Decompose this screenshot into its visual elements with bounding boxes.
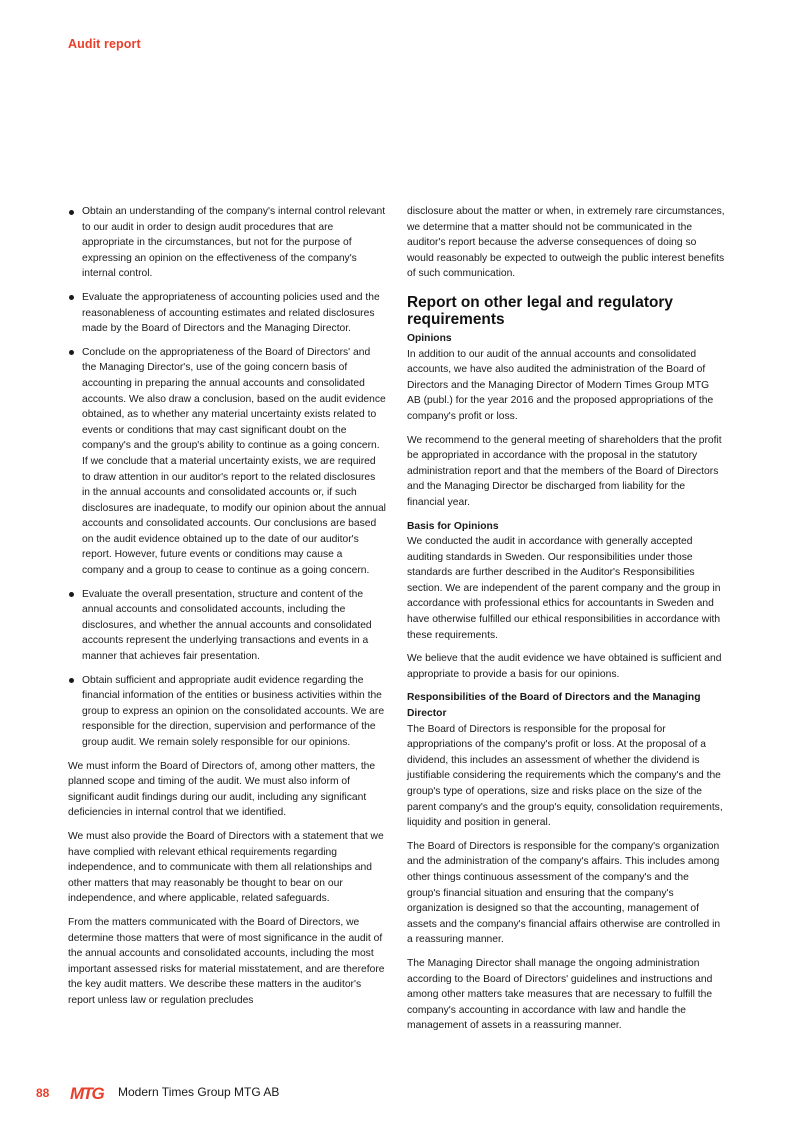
paragraph: From the matters communicated with the Board of Directors, we determine those matters that were of most significance in the audit of the annual accounts and consolidated accounts, including the most important assessed risks for material misstatement, and are therefore the key audit matters. We describe these matters in the auditor's report unless law or regulation precludes — [68, 916, 385, 1006]
section-label: Audit report — [68, 37, 141, 51]
page-number: 88 — [36, 1086, 50, 1100]
list-item: Obtain an understanding of the company's internal control relevant to our audit in order to design audit procedures that are appropriate in the circumstances, but not for the purpose of expressing an opinion on the effectiveness of the company's internal control. — [68, 204, 386, 282]
paragraph: The Managing Director shall manage the ongoing administration according to the Board of Directors' guidelines and instructions and among other matters take measures that are necessary to fulfill the company's accounting in accordance with law and handle the management of assets in a reassuring manner. — [407, 957, 713, 1032]
paragraph: We believe that the audit evidence we have obtained is sufficient and appropriate to provide a basis for our opinions. — [407, 653, 722, 680]
mtg-logo-text: MTG — [70, 1084, 104, 1102]
paragraph: We conducted the audit in accordance with generally accepted auditing standards in Sweden. Our responsibilities under those standards are further described in the Auditor's Responsibilities section. We are independent of the parent company and the group in accordance with professional ethics for accountants in Sweden and have otherwise fulfilled our ethical responsibilities in accordance with these requirements. — [407, 536, 721, 641]
responsibilities-subheading: Responsibilities of the Board of Directors and the Managing Director — [407, 692, 701, 720]
opinions-subheading: Opinions — [407, 332, 452, 344]
paragraph: The Board of Directors is responsible for the company's organization and the administration of the company's affairs. This includes among other things continuous assessment of the company's and the group's financial situation and ensuring that the company's organization is designed so that the accounting, management of assets and the company's financial affairs otherwise are controlled in a reassuring manner. — [407, 840, 721, 946]
right-column — [407, 204, 725, 1042]
paragraph: We recommend to the general meeting of shareholders that the profit be appropriated in accordance with the proposal in the statutory administration report and that the members of the Board of Directors and the Managing Director be discharged from liability for the financial year. — [407, 434, 722, 508]
list-item: Conclude on the appropriateness of the Board of Directors' and the Managing Director's, use of the going concern basis of accounting in preparing the annual accounts and consolidated accounts. We also draw a conclusion, based on the audit evidence obtained, as to whether any material uncertainty exists related to events or conditions that may cast significant doubt on the company's and the group's ability to continue as a going concern. If we conclude that a material uncertainty exists, we are required to draw attention in our auditor's report to the related disclosures in the annual accounts and consolidated accounts or, if such disclosures are inadequate, to modify our opinion about the annual accounts and consolidated accounts. Our conclusions are based on the audit evidence obtained up to the date of our auditor's report. However, future events or conditions may cause a company and a group to cease to continue as a going concern. — [68, 345, 386, 579]
paragraph: We must also provide the Board of Directors with a statement that we have complied with relevant ethical requirements regarding independence, and to communicate with them all relationships and other matters that may reasonably be thought to bear on our independence, and where applicable, related safeguards. — [68, 830, 384, 905]
continuation-paragraph: disclosure about the matter or when, in extremely rare circumstances, we determine that a matter should not be communicated in the auditor's report because the adverse consequences of doing so would reasonably be expected to outweigh the public interest benefits of such communication. — [407, 206, 725, 280]
company-name: Modern Times Group MTG AB — [118, 1085, 280, 1099]
mtg-logo-icon — [70, 1084, 110, 1102]
list-item: Obtain sufficient and appropriate audit evidence regarding the financial information of the entities or business activities within the group to express an opinion on the consolidated accounts. We are responsible for the direction, supervision and performance of the group audit. We remain solely responsible for our opinions. — [68, 673, 386, 751]
list-item: Evaluate the overall presentation, structure and content of the annual accounts and consolidated accounts, including the disclosures, and whether the annual accounts and consolidated accounts represent the underlying transactions and events in a manner that achieves fair presentation. — [68, 587, 386, 665]
paragraph: In addition to our audit of the annual accounts and consolidated accounts, we have also audited the administration of the Board of Directors and the Managing Director of Modern Times Group MTG AB (publ.) for the year 2016 and the proposed appropriations of the company's profit or loss. — [407, 348, 714, 422]
basis-subheading: Basis for Opinions — [407, 520, 499, 532]
paragraph: We must inform the Board of Directors of, among other matters, the planned scope and timing of the audit. We must also inform of significant audit findings during our audit, including any significant deficiencies in internal control that we identified. — [68, 760, 376, 819]
bullet-list — [68, 204, 386, 751]
list-item: Evaluate the appropriateness of accounting policies used and the reasonableness of accounting estimates and related disclosures made by the Board of Directors and the Managing Director. — [68, 290, 386, 337]
left-column — [68, 204, 386, 1017]
paragraph: The Board of Directors is responsible for the proposal for appropriations of the company's profit or loss. At the proposal of a dividend, this includes an assessment of whether the dividend is justifiable considering the requirements which the company's and the group's type of operations, size and risks place on the size of the parent company's and the group's equity, consolidation requirements, liquidity and position in general. — [407, 723, 723, 829]
section-heading: Report on other legal and regulatory requirements — [407, 293, 673, 328]
